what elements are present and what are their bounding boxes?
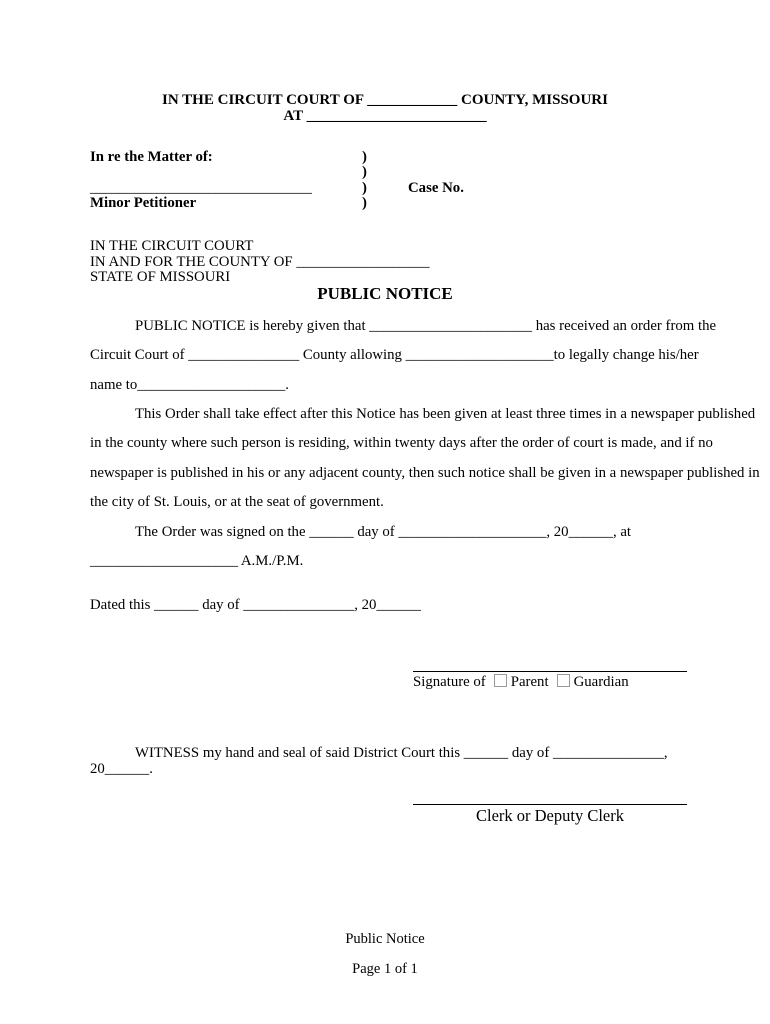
court-block-line1: IN THE CIRCUIT COURT (90, 238, 254, 254)
caption-right-1 (408, 150, 548, 165)
notice-paragraph-line3: name to____________________. (90, 376, 289, 393)
caption-paren-1: ) (362, 149, 367, 165)
court-header (0, 93, 770, 124)
notice-paragraph-line2: Circuit Court of _______________ County allowing ____________________to legally change his/her (90, 347, 699, 364)
order-effect-line3: newspaper is published in his or any adjacent county, then such notice shall be given in a newspaper published in (90, 464, 760, 481)
footer-doc-title: Public Notice (345, 931, 425, 947)
witness-paragraph (90, 746, 710, 777)
order-signed-line1: The Order was signed on the ______ day of ____________________, 20______, at (135, 524, 632, 540)
caption-right-2 (408, 165, 548, 180)
footer-page-number: Page 1 of 1 (352, 961, 418, 977)
court-block-line3: STATE OF MISSOURI (90, 269, 231, 285)
caption-paren-3: ) (362, 179, 367, 196)
court-address-block (90, 239, 430, 286)
caption-matter-label: In re the Matter of: (90, 149, 213, 165)
order-effect-line2: in the county where such person is residing, within twenty days after the order of court is made, and if no (90, 435, 713, 452)
case-number-label: Case No. (408, 179, 464, 196)
dated-line: Dated this ______ day of _______________, 20______ (90, 597, 421, 613)
petitioner-signature-block (413, 671, 687, 691)
caption-blank-row (90, 165, 362, 180)
parent-label: Parent (510, 674, 549, 690)
order-effect-line4: the city of St. Louis, or at the seat of government. (90, 494, 384, 511)
order-signed-line2: ____________________ A.M./P.M. (90, 553, 304, 570)
parent-checkbox[interactable] (494, 674, 507, 687)
order-effect-line1: This Order shall take effect after this Notice has been given at least three times in a newspaper published (135, 406, 756, 422)
document-title: PUBLIC NOTICE (317, 284, 453, 303)
order-effect-paragraph (90, 400, 760, 518)
minor-petitioner-label: Minor Petitioner (90, 195, 197, 212)
court-block-line2: IN AND FOR THE COUNTY OF __________________ (90, 253, 430, 270)
court-header-line1: IN THE CIRCUIT COURT OF ____________ COUNTY, MISSOURI (162, 92, 608, 108)
caption-name-blank: ______________________________ (90, 179, 312, 196)
caption-paren-2: ) (362, 164, 367, 181)
caption-right-4 (408, 196, 548, 211)
clerk-label: Clerk or Deputy Clerk (475, 806, 624, 825)
witness-line2: 20______. (90, 760, 153, 777)
guardian-checkbox[interactable] (557, 674, 570, 687)
notice-paragraph-line1: PUBLIC NOTICE is hereby given that ______________________ has received an order from the (135, 318, 717, 334)
clerk-signature-block (413, 804, 687, 826)
witness-line1: WITNESS my hand and seal of said District Court this ______ day of _______________, (135, 745, 668, 761)
caption-paren-4: ) (362, 195, 367, 212)
signature-of-label: Signature of (413, 674, 486, 690)
guardian-label: Guardian (573, 674, 629, 690)
order-signed-paragraph (90, 518, 690, 577)
notice-paragraph (90, 312, 717, 400)
court-header-line2: AT ________________________ (283, 107, 487, 124)
case-caption (90, 150, 548, 212)
